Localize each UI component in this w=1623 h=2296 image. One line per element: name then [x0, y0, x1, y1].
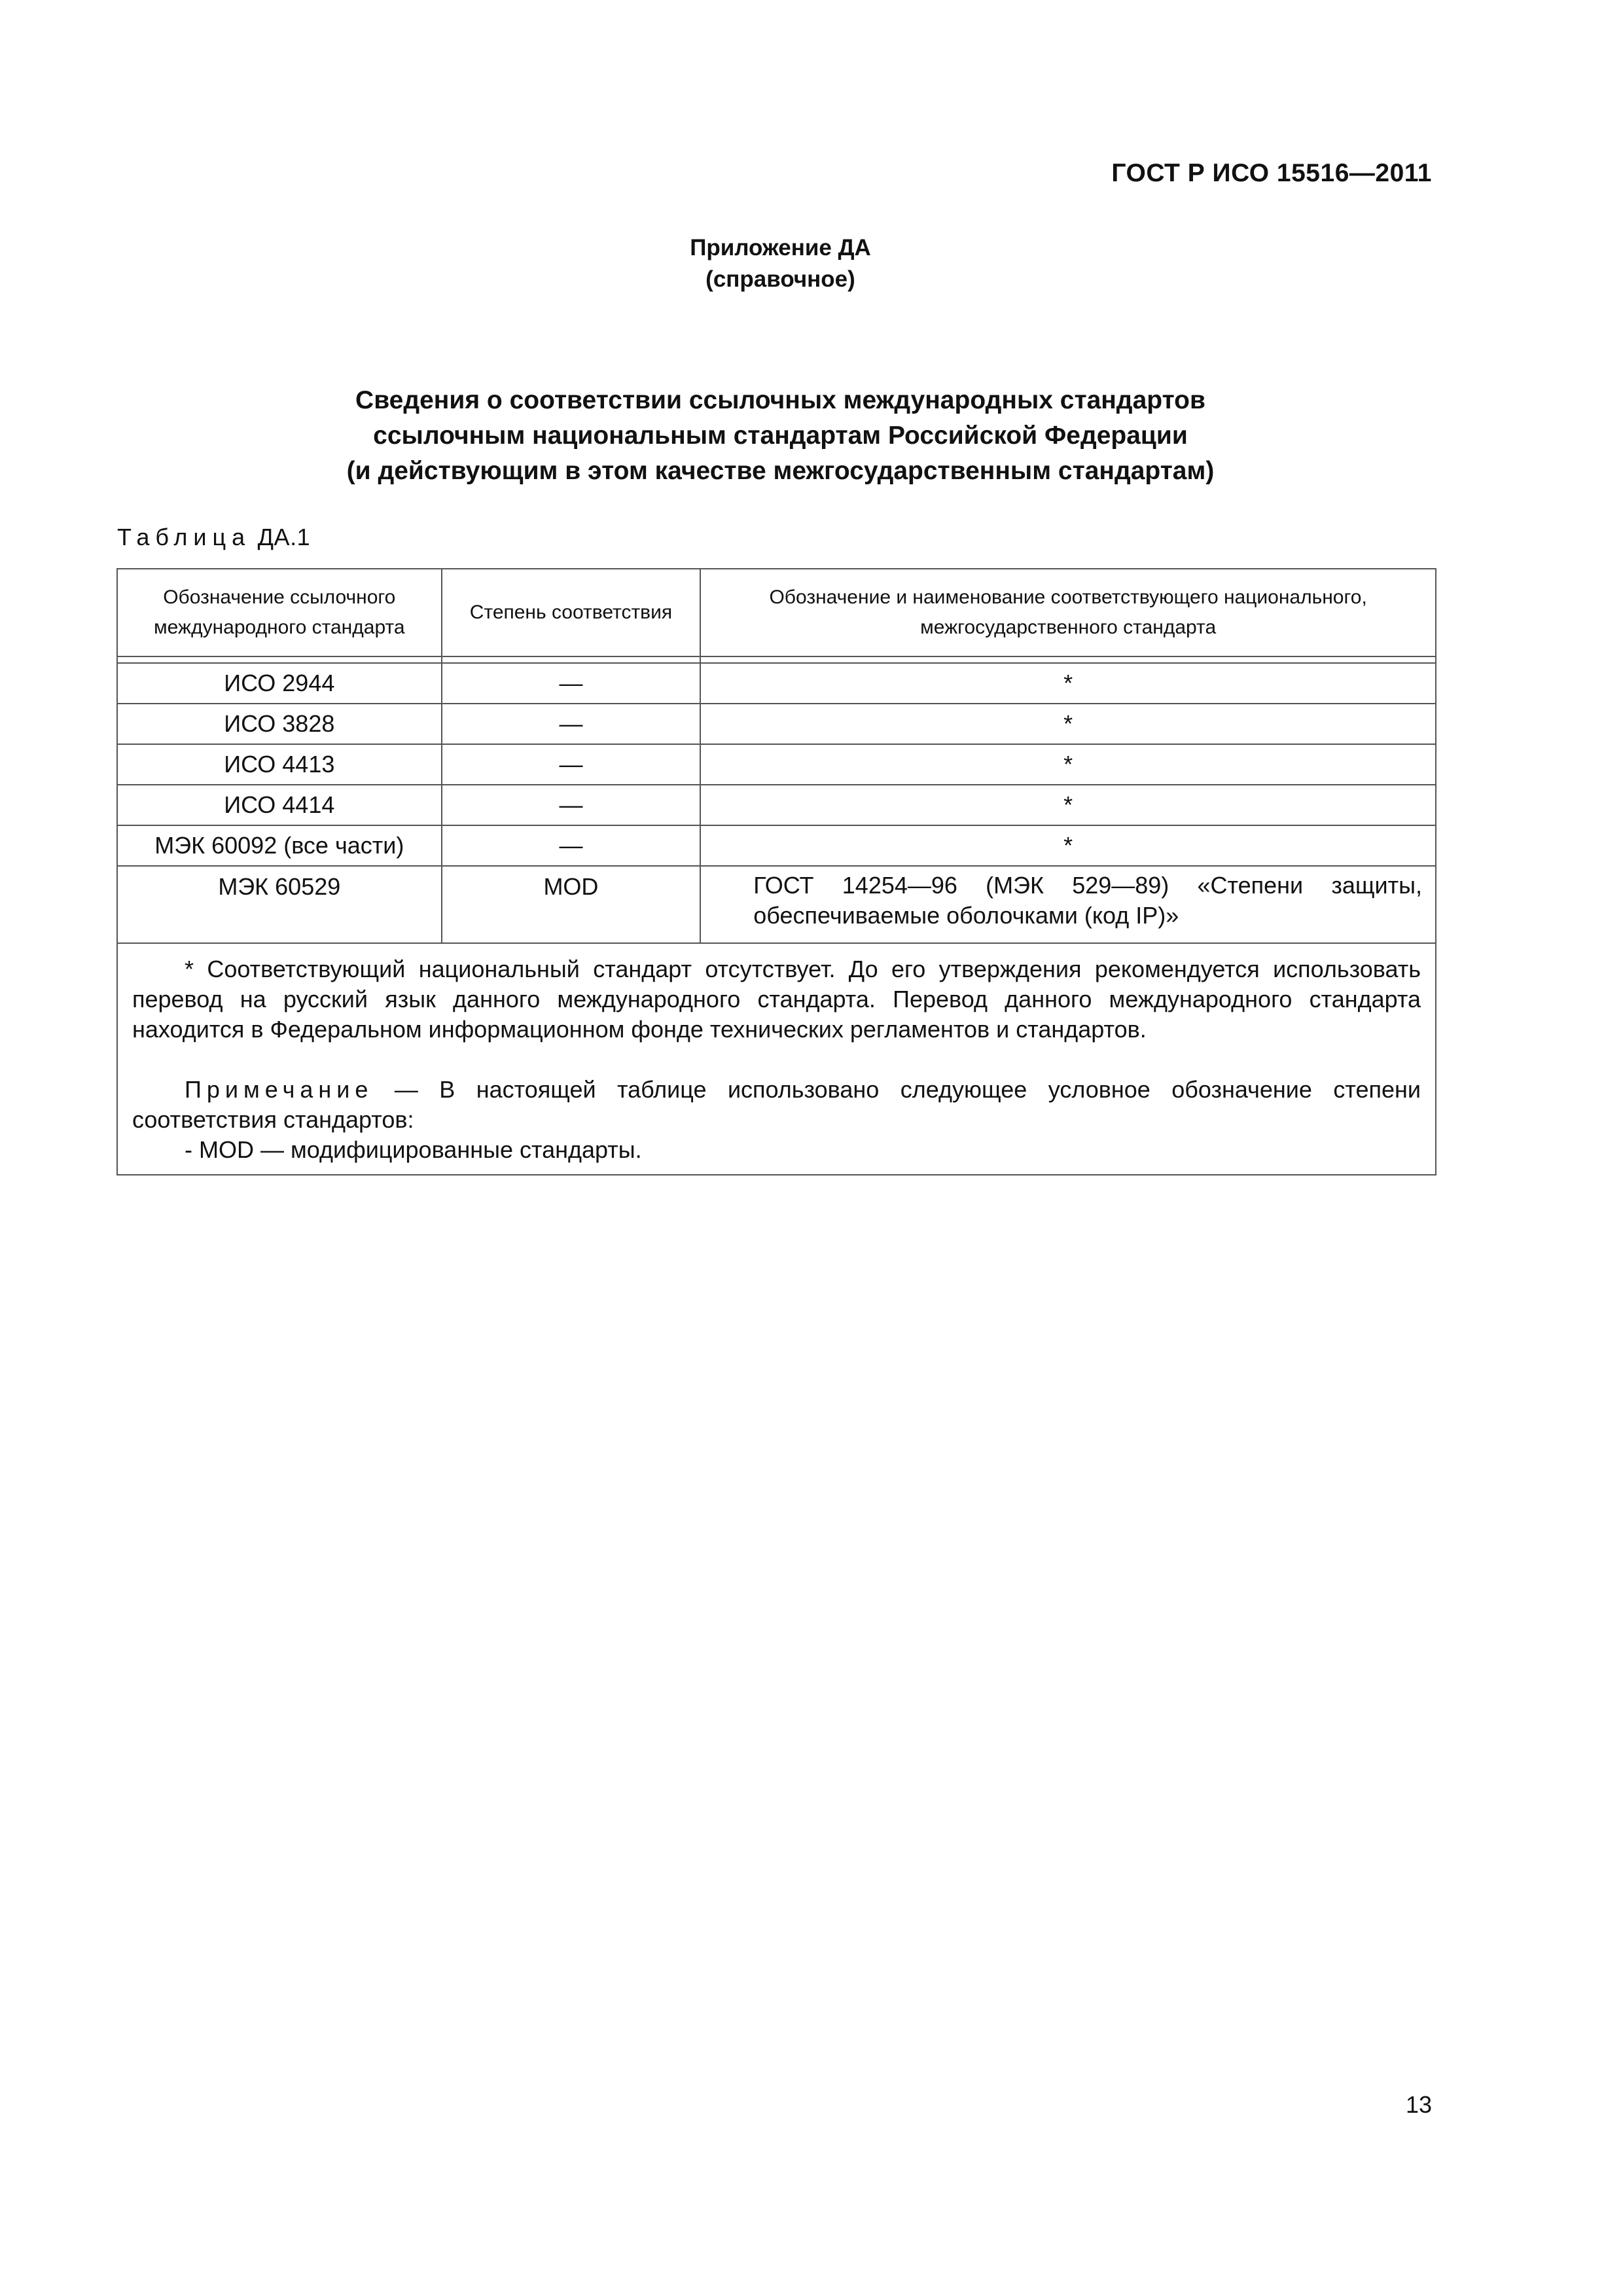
note-paragraph: [132, 1075, 1421, 1135]
table-row: [117, 825, 1436, 866]
table-footer-row: [117, 943, 1436, 1175]
appendix-title: Приложение ДА: [690, 235, 871, 260]
column-header: Обозначение и наименование соответствующего национального, межгосударственного стандарта: [700, 569, 1436, 656]
table-cell: *: [700, 663, 1436, 704]
table-header-row: [117, 569, 1436, 656]
table-cell: ИСО 4414: [117, 785, 442, 825]
title-line: ссылочным национальным стандартам Российской Федерации: [373, 422, 1188, 450]
note-item: - MOD — модифицированные стандарты.: [185, 1136, 642, 1163]
table-row: [117, 744, 1436, 785]
table-cell: ИСО 4413: [117, 744, 442, 785]
table-cell: *: [700, 704, 1436, 744]
table-cell: МЭК 60092 (все части): [117, 825, 442, 866]
table-cell: —: [442, 704, 701, 744]
table-row: [117, 866, 1436, 943]
table-row: [117, 785, 1436, 825]
note-label: Примечание: [185, 1076, 374, 1103]
title-line: Сведения о соответствии ссылочных международных стандартов: [355, 386, 1205, 414]
appendix-subtitle: (справочное): [705, 266, 855, 292]
table-row: [117, 704, 1436, 744]
appendix-heading: [0, 232, 1561, 295]
table-row: [117, 663, 1436, 704]
table-cell: —: [442, 663, 701, 704]
table-cell: MOD: [442, 866, 701, 943]
table-cell: —: [442, 744, 701, 785]
table-label: [117, 524, 310, 551]
page-number: 13: [1405, 2091, 1432, 2118]
column-header: Степень соответствия: [442, 569, 701, 656]
table-cell: —: [442, 785, 701, 825]
note-text: — В настоящей таблице использовано следующее условное обозначение степени соответствия стандартов:: [132, 1076, 1421, 1133]
table-cell: ГОСТ 14254—96 (МЭК 529—89) «Степени защиты, обеспечиваемые оболочками (код IP)»: [700, 866, 1436, 943]
table-cell: *: [700, 825, 1436, 866]
footnote-text: * Соответствующий национальный стандарт отсутствует. До его утверждения рекомендуется использовать перевод на русский язык данного международного стандарта. Перевод данного международного стандарта находится в Федеральном информационном фонде технических регламентов и стандартов.: [132, 956, 1421, 1043]
standards-table: [116, 568, 1436, 1175]
table-cell: —: [442, 825, 701, 866]
table-cell: МЭК 60529: [117, 866, 442, 943]
table-label-prefix: Таблица: [117, 524, 251, 550]
table-cell: *: [700, 785, 1436, 825]
table-label-id: ДА.1: [257, 524, 311, 550]
table-cell: ИСО 3828: [117, 704, 442, 744]
document-code: ГОСТ Р ИСО 15516—2011: [1111, 159, 1432, 187]
table-cell: *: [700, 744, 1436, 785]
column-header: Обозначение ссылочного международного стандарта: [117, 569, 442, 656]
table-footnote-cell: [117, 943, 1436, 1175]
title-line: (и действующим в этом качестве межгосударственным стандартам): [346, 457, 1215, 485]
document-title: [0, 383, 1561, 489]
header-separator: [117, 656, 1436, 663]
table-cell: ИСО 2944: [117, 663, 442, 704]
